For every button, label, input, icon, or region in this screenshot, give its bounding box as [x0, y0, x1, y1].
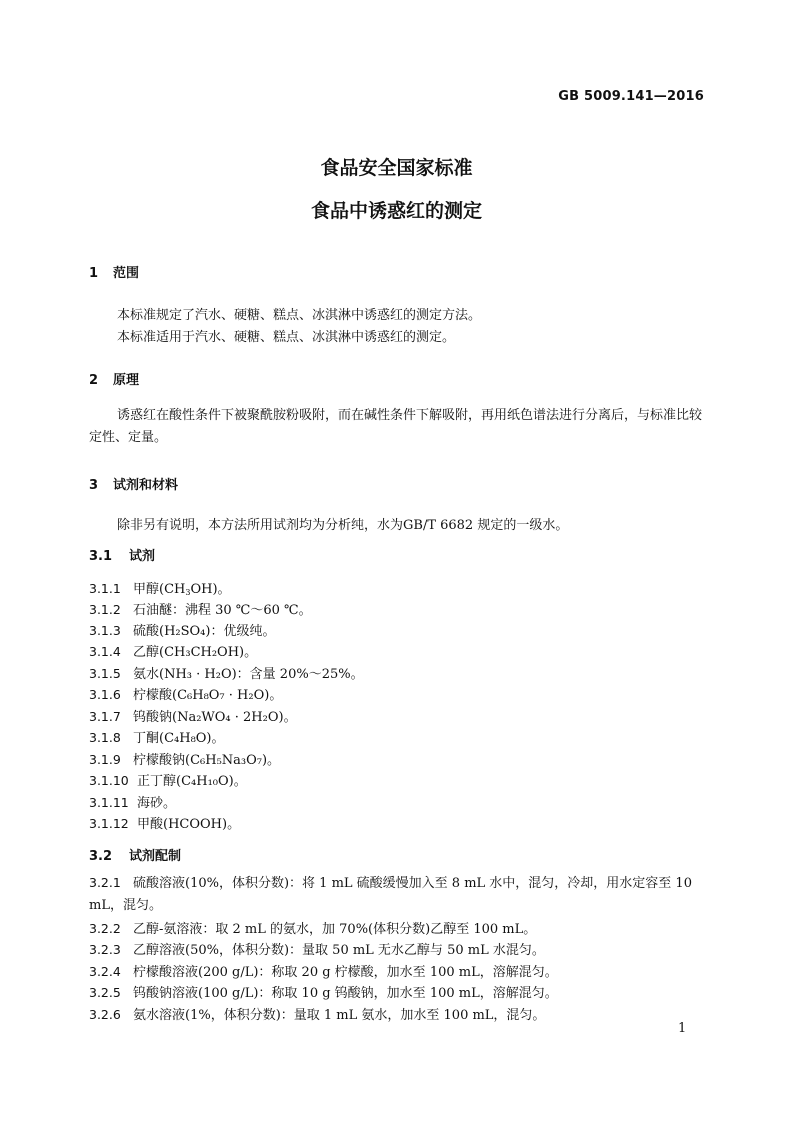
item-number: 3.2.4: [89, 964, 121, 979]
item-number: 3.2.2: [89, 921, 121, 936]
reagent-item: [89, 578, 231, 597]
item-text: 丁酮(C₄H₈O)。: [133, 731, 225, 746]
section-title: 试剂: [129, 549, 156, 564]
section-number: 1: [89, 266, 99, 281]
item-text: 柠檬酸溶液(200 g/L)：称取 20 g 柠檬酸，加水至 100 mL，溶解混匀。: [133, 965, 558, 980]
item-text: 海砂。: [137, 796, 177, 811]
item-number: 3.1.8: [89, 730, 121, 745]
item-number: 3.1.1: [89, 581, 121, 596]
document-subtitle: 食品中诱惑红的测定: [310, 200, 482, 222]
section-title: 试剂配制: [129, 849, 182, 864]
paragraph: 诱惑红在酸性条件下被聚酰胺粉吸附，而在碱性条件下解吸附，再用纸色谱法进行分离后，与标准比较定性、定量。: [89, 408, 703, 445]
item-number: 3.1.2: [89, 602, 121, 617]
paragraph: 本标准规定了汽水、硬糖、糕点、冰淇淋中诱惑红的测定方法。: [117, 308, 482, 323]
item-number: 3.1.4: [89, 644, 121, 659]
reagent-item: [89, 663, 364, 682]
item-text: 甲酸(HCOOH)。: [137, 817, 241, 832]
item-text: 正丁醇(C₄H₁₀O)。: [137, 774, 247, 789]
item-number: 3.1.7: [89, 709, 121, 724]
subsection-heading-reagent-preparation: [89, 845, 181, 864]
subsection-heading-reagents: [89, 545, 155, 564]
item-text: 钨酸钠溶液(100 g/L)：称取 10 g 钨酸钠，加水至 100 mL，溶解混匀。: [133, 986, 558, 1001]
item-text: 硫酸溶液(10%，体积分数)：将 1 mL 硫酸缓慢加入至 8 mL 水中，混匀，冷却，用水定容至 10 mL，混匀。: [89, 876, 692, 913]
page-number: 1: [678, 1021, 687, 1036]
item-text: 乙醇溶液(50%，体积分数)：量取 50 mL 无水乙醇与 50 mL 水混匀。: [133, 943, 545, 958]
section-number: 3: [89, 478, 99, 493]
item-text: 柠檬酸钠(C₆H₅Na₃O₇)。: [133, 753, 281, 768]
paragraph: 本标准适用于汽水、硬糖、糕点、冰淇淋中诱惑红的测定。: [117, 330, 456, 345]
item-number: 3.1.10: [89, 773, 129, 788]
item-number: 3.2.3: [89, 942, 121, 957]
item-number: 3.1.12: [89, 816, 129, 831]
item-number: 3.2.1: [89, 875, 121, 890]
solution-item: [89, 939, 545, 958]
section-heading-principle: [89, 369, 139, 388]
reagent-item: [89, 641, 257, 660]
reagent-item: [89, 749, 280, 768]
solution-item: [89, 1004, 545, 1023]
reagent-item: [89, 620, 275, 639]
item-number: 3.2.6: [89, 1007, 121, 1022]
standard-code: GB 5009.141—2016: [558, 89, 704, 104]
reagent-item: [89, 813, 240, 832]
paragraph: 除非另有说明，本方法所用试剂均为分析纯，水为GB/T 6682 规定的一级水。: [117, 518, 569, 533]
item-text: 甲醇$(CH_3OH)$。: [133, 582, 231, 597]
solution-item: [89, 872, 704, 917]
document-title: 食品安全国家标准: [320, 157, 473, 179]
item-number: 3.1.3: [89, 623, 121, 638]
reagent-item: [89, 706, 297, 725]
item-number: 3.1.5: [89, 666, 121, 681]
section-title: 范围: [113, 266, 140, 281]
item-text: 柠檬酸(C₆H₈O₇ · H₂O)。: [133, 688, 283, 703]
solution-item: [89, 961, 558, 980]
solution-item: [89, 918, 536, 937]
solution-item: [89, 982, 558, 1001]
item-text: 石油醚：沸程 30 ℃～60 ℃。: [133, 603, 312, 618]
item-number: 3.2.5: [89, 985, 121, 1000]
reagent-item: [89, 599, 312, 618]
section-number: 3.2: [89, 849, 113, 864]
reagent-item: [89, 684, 282, 703]
section-number: 2: [89, 373, 99, 388]
item-text: 硫酸(H₂SO₄)：优级纯。: [133, 624, 276, 639]
section-title: 原理: [113, 373, 140, 388]
section-heading-reagents-materials: [89, 474, 178, 493]
item-text: 乙醇(CH₃CH₂OH)。: [133, 645, 258, 660]
section-title: 试剂和材料: [113, 478, 179, 493]
item-number: 3.1.11: [89, 795, 129, 810]
section-number: 3.1: [89, 549, 113, 564]
reagent-item: [89, 727, 225, 746]
item-text: 氨水(NH₃ · H₂O)：含量 20%～25%。: [133, 667, 364, 682]
reagent-item: [89, 770, 247, 789]
reagent-item: [89, 792, 176, 811]
item-text: 乙醇-氨溶液：取 2 mL 的氨水，加 70%(体积分数)乙醇至 100 mL。: [133, 922, 537, 937]
item-number: 3.1.9: [89, 752, 121, 767]
item-text: 氨水溶液(1%，体积分数)：量取 1 mL 氨水，加水至 100 mL，混匀。: [133, 1008, 546, 1023]
section-heading-scope: [89, 262, 139, 281]
item-number: 3.1.6: [89, 687, 121, 702]
item-text: 钨酸钠(Na₂WO₄ · 2H₂O)。: [133, 710, 297, 725]
